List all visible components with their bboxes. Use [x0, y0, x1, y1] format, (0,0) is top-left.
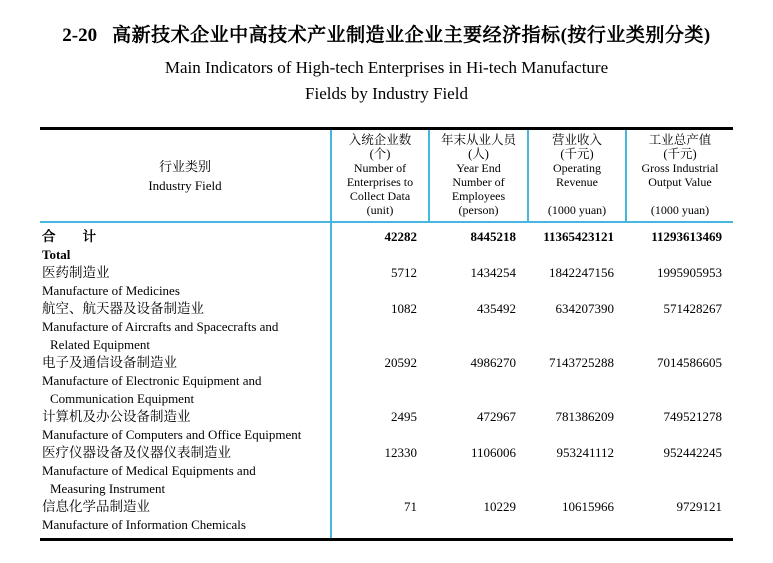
col-title-zh: 年末从业人员: [440, 133, 516, 147]
row-main-line: [40, 408, 733, 426]
col-industry-en: Industry Field: [148, 177, 222, 193]
col-unit-zh: (千元): [663, 147, 697, 161]
col-unit-zh: (人): [468, 147, 489, 161]
table-row: [40, 408, 733, 444]
page-title-en-line1: Main Indicators of High-tech Enterprises in Hi-tech Manufacture: [164, 58, 609, 77]
col-title-en-line: Gross Industrial: [641, 161, 719, 175]
col-title-en-line: Year End: [456, 161, 501, 175]
col-unit-en: (1000 yuan): [547, 203, 607, 217]
value-cell: 1082: [391, 301, 417, 316]
col-header-1: [330, 130, 428, 221]
indicators-table: [40, 127, 733, 541]
value-cell: 2495: [391, 409, 417, 424]
row-main-line: [40, 228, 733, 246]
col-unit-zh: (千元): [560, 147, 594, 161]
industry-name-zh: 电子及通信设备制造业: [42, 355, 177, 370]
table-row: [40, 228, 733, 264]
industry-name-en: Manufacture of Information Chemicals: [42, 517, 246, 532]
col-title-en-line: Collect Data: [349, 189, 411, 203]
industry-name-en: Communication Equipment: [50, 391, 195, 406]
value-cell: 1106006: [470, 445, 516, 460]
value-cell: 634207390: [555, 301, 614, 316]
industry-name-en: Manufacture of Medicines: [42, 283, 180, 298]
value-cell: 42282: [384, 229, 417, 244]
value-cell: 4986270: [470, 355, 516, 370]
value-cell: 472967: [477, 409, 516, 424]
col-industry-zh: 行业类别: [158, 158, 211, 174]
title-zh-text: 高新技术企业中高技术产业制造业企业主要经济指标(按行业类别分类): [112, 25, 711, 46]
value-cell: 20592: [384, 355, 417, 370]
col-header-industry-field: [40, 130, 330, 221]
industry-name-zh: 计算机及办公设备制造业: [42, 409, 191, 424]
industry-name-en: Manufacture of Aircrafts and Spacecrafts and: [42, 319, 279, 334]
value-cell: 9729121: [676, 499, 722, 514]
col-title-en-line: Number of: [452, 175, 505, 189]
col-title-en-line: Output Value: [648, 175, 712, 189]
table-row: [40, 264, 733, 300]
col-title-zh: 入统企业数: [348, 133, 412, 147]
table-row: [40, 354, 733, 408]
row-main-line: [40, 498, 733, 516]
col-title-en-line: Number of: [353, 161, 407, 175]
row-main-line: [40, 300, 733, 318]
value-cell: 7143725288: [549, 355, 614, 370]
value-cell: 1434254: [470, 265, 516, 280]
row-main-line: [40, 444, 733, 462]
value-cell: 5712: [391, 265, 417, 280]
value-cell: 435492: [477, 301, 516, 316]
industry-name-en: Total: [42, 247, 71, 262]
row-main-line: [40, 264, 733, 282]
col-unit-zh: (个): [369, 147, 391, 161]
col-title-en-line: Revenue: [556, 175, 598, 189]
industry-name-en: Measuring Instrument: [50, 481, 166, 496]
value-cell: 11365423121: [543, 229, 614, 244]
value-cell: 10615966: [562, 499, 614, 514]
col-unit-en: (person): [458, 203, 499, 217]
industry-name-en: Manufacture of Computers and Office Equipment: [42, 427, 302, 442]
value-cell: 1842247156: [549, 265, 614, 280]
col-header-4: [625, 130, 733, 221]
page-title-en-line2: Fields by Industry Field: [305, 84, 468, 103]
value-cell: 10229: [483, 499, 516, 514]
col-title-en-line: Operating: [553, 161, 601, 175]
value-cell: 71: [404, 499, 417, 514]
col-unit-en: (1000 yuan): [650, 203, 710, 217]
industry-name-en: Related Equipment: [50, 337, 151, 352]
value-cell: 571428267: [663, 301, 722, 316]
page-title-zh: [0, 24, 773, 48]
table-header: [40, 130, 733, 223]
value-cell: 12330: [384, 445, 417, 460]
industry-name-en: Manufacture of Electronic Equipment and: [42, 373, 262, 388]
value-cell: 953241112: [556, 445, 614, 460]
value-cell: 8445218: [470, 229, 516, 244]
table-row: [40, 444, 733, 498]
industry-name-zh: 信息化学品制造业: [42, 499, 150, 514]
col-header-3: [527, 130, 625, 221]
table-row: [40, 498, 733, 534]
col-unit-en: (unit): [366, 203, 394, 217]
industry-name-zh: 航空、航天器及设备制造业: [42, 301, 204, 316]
industry-name-zh: 合 计: [42, 229, 96, 244]
value-cell: 7014586605: [657, 355, 722, 370]
col-title-zh: 工业总产值: [648, 133, 712, 147]
col-title-en-line: Enterprises to: [346, 175, 414, 189]
col-header-2: [428, 130, 527, 221]
table-row: [40, 300, 733, 354]
industry-name-zh: 医药制造业: [42, 265, 110, 280]
col-title-zh: 营业收入: [551, 133, 602, 147]
row-main-line: [40, 354, 733, 372]
page-titles: [0, 0, 773, 107]
table-number: 2-20: [62, 25, 98, 46]
industry-name-zh: 医疗仪器设备及仪器仪表制造业: [42, 445, 231, 460]
industry-name-en: Manufacture of Medical Equipments and: [42, 463, 256, 478]
value-cell: 1995905953: [657, 265, 722, 280]
value-cell: 749521278: [663, 409, 722, 424]
col-title-en-line: Employees: [451, 189, 506, 203]
table-body: [40, 223, 733, 538]
value-cell: 952442245: [663, 445, 722, 460]
value-cell: 11293613469: [651, 229, 722, 244]
value-cell: 781386209: [555, 409, 614, 424]
